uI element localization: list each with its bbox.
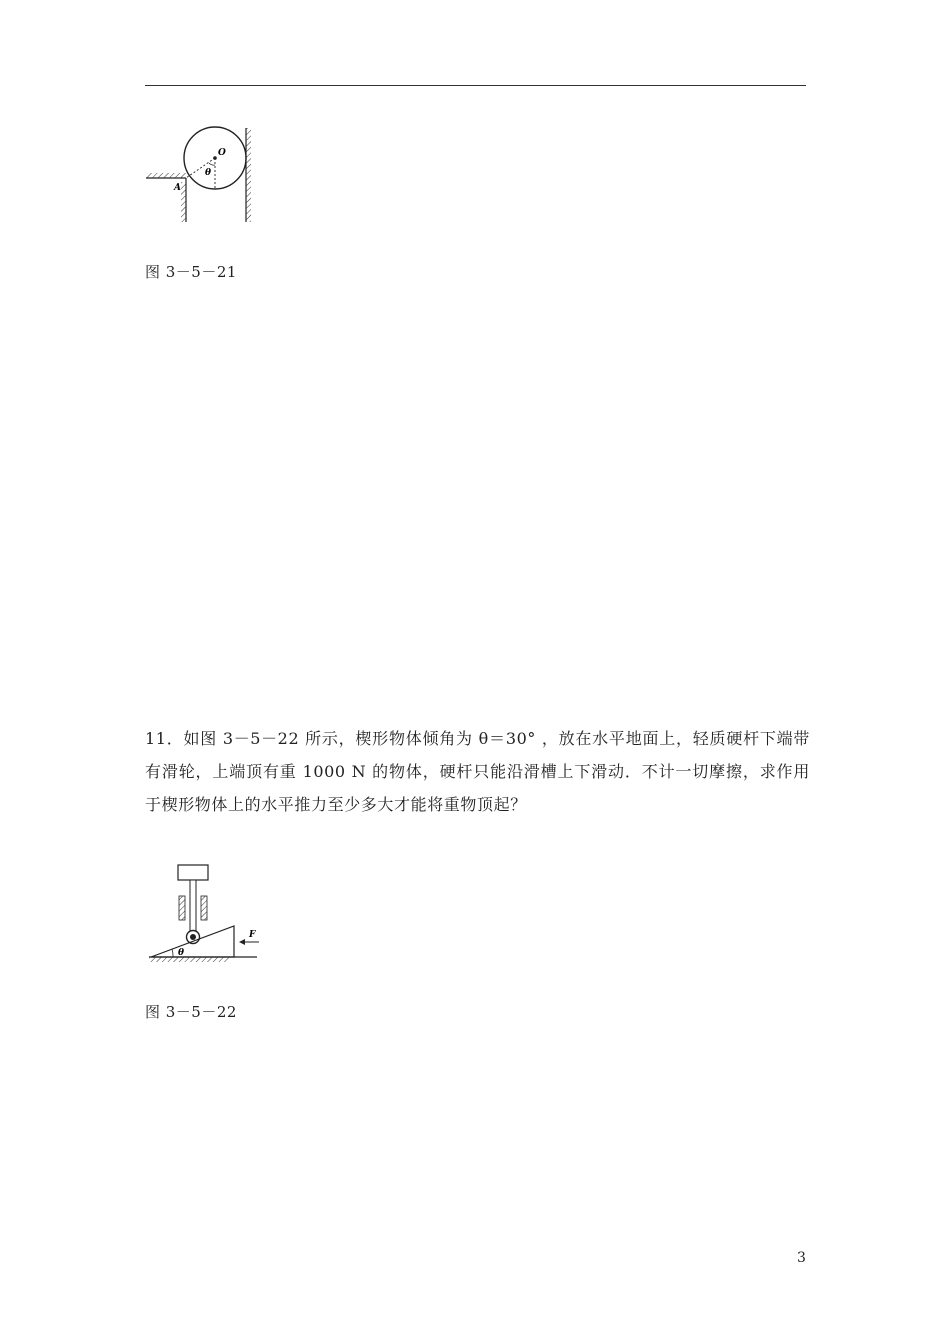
label-angle-theta-2: θ <box>178 948 185 958</box>
label-angle-theta: θ <box>205 168 212 178</box>
figure-3-5-21-caption: 图 3－5－21 <box>145 263 237 281</box>
header-rule <box>145 85 806 86</box>
label-center-o: O <box>218 148 226 158</box>
problem-number: 11． <box>145 729 184 748</box>
figure-3-5-22-caption: 图 3－5－22 <box>145 1003 237 1021</box>
figure-3-5-22-diagram <box>145 860 270 968</box>
problem-11-text <box>145 722 810 821</box>
label-point-a: A <box>174 183 181 193</box>
page-number: 3 <box>797 1250 806 1266</box>
problem-body: 如图 3－5－22 所示，楔形物体倾角为 θ＝30° ，放在水平地面上，轻质硬杆下端带有滑轮，上端顶有重 1000 N 的物体，硬杆只能沿滑槽上下滑动．不计一切摩擦，求作用于楔形物体上的水平推力至少多大才能将重物顶起？ <box>145 729 810 814</box>
label-force-f: F <box>249 930 256 940</box>
figure-3-5-21-diagram <box>140 122 270 232</box>
